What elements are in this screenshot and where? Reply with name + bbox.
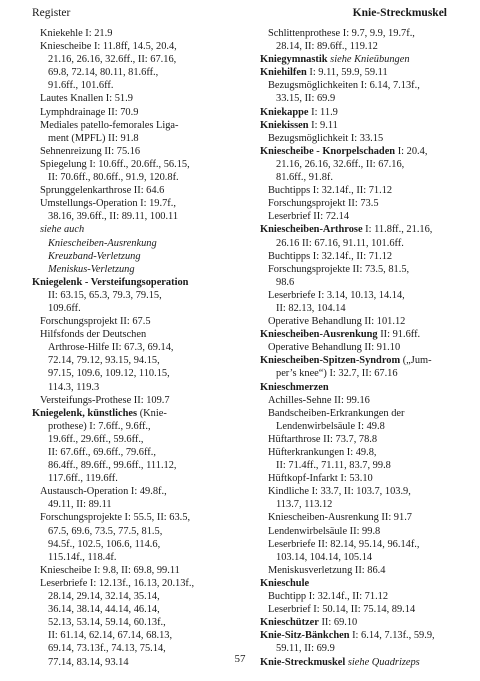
running-header-right: Knie-Streckmuskel — [352, 7, 447, 19]
entry-text: Operative Behandlung II: 91.10 — [268, 342, 401, 354]
index-entry-line — [32, 289, 247, 302]
cross-reference: siehe Knieübungen — [330, 54, 410, 66]
index-entry-line — [32, 106, 247, 119]
index-entry-line — [32, 603, 247, 616]
entry-text: 103.14, 104.14, 105.14 — [276, 551, 373, 563]
index-entry-line — [32, 420, 247, 433]
index-entry-line — [32, 53, 247, 66]
entry-text: II: 67.6ff., 69.6ff., 79.6ff., — [48, 447, 156, 458]
index-entry-heading — [260, 629, 455, 642]
entry-text: 86.4ff., 89.6ff., 99.6ff., 111.12, — [48, 460, 177, 472]
entry-text: Forschungsprojekt II: 73.5 — [268, 198, 379, 210]
index-entry-line — [260, 79, 455, 92]
index-entry-line — [260, 367, 455, 380]
entry-text: Kindliche I: 33.7, II: 103.7, 103.9, — [268, 486, 411, 498]
index-entry-line — [32, 564, 247, 577]
index-entry-line — [32, 354, 247, 367]
index-entry-line — [32, 158, 247, 171]
entry-text: 38.16, 39.6ff., II: 89.11, 100.11 — [48, 211, 179, 223]
cross-reference: Kniescheiben-Ausrenkung — [48, 237, 157, 249]
index-entry-line — [260, 289, 455, 302]
index-entry-line — [32, 315, 247, 328]
entry-text: Operative Behandlung II: 101.12 — [268, 316, 406, 328]
index-entry-line — [260, 551, 455, 564]
entry-text: per’s knee“) I: 32.7, II: 67.16 — [276, 368, 398, 380]
entry-term: Kniegelenk, künstliches — [32, 407, 138, 419]
index-entry-line — [260, 197, 455, 210]
index-entry-heading — [260, 577, 455, 590]
entry-text: 77.14, 83.14, 93.14 — [48, 656, 129, 668]
entry-text: Leserbrief II: 72.14 — [268, 211, 350, 223]
entry-term: Kniescheibe - Knorpelschaden — [260, 145, 396, 157]
index-entry-line — [32, 92, 247, 105]
entry-text: Buchtipps I: 32.14f., II: 71.12 — [268, 185, 393, 197]
entry-term: Kniehilfen — [260, 67, 307, 79]
entry-text: 109.6ff. — [48, 302, 81, 314]
index-entry-line — [260, 603, 455, 616]
index-entry-heading — [260, 106, 455, 119]
index-entry-line — [260, 446, 455, 459]
entry-text: Forschungsprojekte I: 55.5, II: 63.5, — [40, 512, 191, 524]
entry-text: 115.14f., 118.4f. — [48, 551, 117, 563]
entry-text: II: 71.4ff., 71.11, 83.7, 99.8 — [276, 460, 391, 472]
entry-text: Leserbrief I: 50.14, II: 75.14, 89.14 — [268, 604, 416, 616]
entry-text: 28.14, 29.14, 32.14, 35.14, — [48, 591, 160, 603]
index-entry-line — [260, 485, 455, 498]
entry-text: Hüftkopf-Infarkt I: 53.10 — [268, 473, 373, 485]
entry-text: („Jum- — [400, 355, 432, 367]
entry-text: II: 61.14, 62.14, 67.14, 68.13, — [48, 630, 173, 642]
entry-term: Knie-Streckmuskel — [260, 656, 346, 668]
entry-text: II: 63.15, 65.3, 79.3, 79.15, — [48, 289, 162, 301]
index-entry-line — [32, 551, 247, 564]
entry-text: Kniekehle I: 21.9 — [40, 28, 113, 39]
entry-term: Knieschmerzen — [260, 381, 329, 393]
index-entry-heading — [260, 66, 455, 79]
entry-term: Knieschule — [260, 577, 310, 589]
running-header-left: Register — [32, 7, 71, 19]
entry-text: Hüfterkrankungen I: 49.8, — [268, 447, 377, 458]
index-entry-line — [32, 433, 247, 446]
entry-text: Forschungsprojekt II: 67.5 — [40, 316, 151, 328]
index-entry-line — [260, 525, 455, 538]
index-entry-line — [260, 171, 455, 184]
entry-text: (Knie- — [137, 407, 167, 419]
entry-text: Umstellungs-Operation I: 19.7f., — [40, 198, 176, 210]
entry-text: 113.7, 113.12 — [276, 499, 333, 511]
entry-term: Knieschützer — [260, 617, 319, 629]
index-entry-heading — [260, 119, 455, 132]
index-entry-line — [260, 210, 455, 223]
index-entry-line — [260, 498, 455, 511]
entry-text: Bandscheiben-Erkrankungen der — [268, 407, 405, 419]
entry-text: Meniskusverletzung II: 86.4 — [268, 564, 386, 576]
index-entry-line — [260, 184, 455, 197]
entry-term: Kniescheiben-Spitzen-Syndrom — [260, 355, 401, 367]
index-entry-line — [32, 485, 247, 498]
entry-text: 59.11, II: 69.9 — [276, 643, 335, 655]
entry-text: Buchtipps I: 32.14f., II: 71.12 — [268, 250, 393, 262]
index-entry-line — [32, 590, 247, 603]
entry-text: 21.16, 26.16, 32.6ff., II: 67.16, — [276, 158, 405, 170]
entry-text: I: 11.8ff., 21.16, — [362, 224, 433, 236]
entry-text: Achilles-Sehne II: 99.16 — [268, 394, 370, 406]
index-entry-line — [32, 171, 247, 184]
index-entry-line — [32, 27, 247, 40]
cross-reference: Meniskus-Verletzung — [48, 263, 135, 275]
index-entry-line — [32, 616, 247, 629]
entry-text: Lymphdrainage II: 70.9 — [40, 106, 139, 118]
index-entry-heading — [260, 145, 455, 158]
entry-text: 26.16 II: 67.16, 91.11, 101.6ff. — [276, 237, 404, 249]
index-entry-line — [260, 250, 455, 263]
entry-text: 28.14, II: 89.6ff., 119.12 — [276, 41, 378, 53]
entry-text: 94.5f., 102.5, 106.6, 114.6, — [48, 538, 161, 550]
entry-text: II: 70.6ff., 80.6ff., 91.9, 120.8f. — [48, 172, 179, 184]
index-entry-line — [32, 145, 247, 158]
index-entry-line — [260, 511, 455, 524]
entry-text: Sprunggelenkarthrose II: 64.6 — [40, 185, 165, 197]
index-entry-line — [32, 119, 247, 132]
entry-text: I: 11.9 — [308, 106, 338, 118]
entry-text: 52.13, 53.14, 59.14, 60.13f., — [48, 617, 166, 629]
index-entry-line — [32, 263, 247, 276]
entry-term: Kniekissen — [260, 119, 309, 131]
entry-text: Leserbriefe I: 12.13f., 16.13, 20.13f., — [40, 577, 195, 589]
entry-term: Kniescheiben-Ausrenkung — [260, 329, 378, 341]
entry-text: I: 9.11 — [308, 119, 338, 131]
index-entry-line — [32, 629, 247, 642]
entry-text: 21.16, 26.16, 32.6ff., II: 67.16, — [48, 54, 177, 66]
entry-text: Mediales patello-femorales Liga- — [40, 119, 179, 131]
entry-text: Bezugsmöglichkeit I: 33.15 — [268, 132, 384, 144]
entry-text: II: 82.13, 104.14 — [276, 302, 346, 314]
index-entry-line — [32, 132, 247, 145]
index-entry-line — [260, 459, 455, 472]
entry-text: Hüftarthrose II: 73.7, 78.8 — [268, 433, 378, 445]
index-entry-line — [32, 210, 247, 223]
index-entry-heading — [32, 276, 247, 289]
entry-text: I: 20.4, — [395, 145, 428, 157]
cross-reference: Kreuzband-Verletzung — [48, 250, 141, 262]
entry-text: Schlittenprothese I: 9.7, 9.9, 19.7f., — [268, 28, 415, 39]
entry-text: 69.14, 73.13f., 74.13, 75.14, — [48, 643, 166, 655]
index-entry-line — [32, 79, 247, 92]
index-entry-line — [32, 394, 247, 407]
entry-term: Kniescheiben-Arthrose — [260, 224, 363, 236]
entry-text: 114.3, 119.3 — [48, 381, 100, 393]
index-entry-line — [260, 407, 455, 420]
index-entry-line — [32, 184, 247, 197]
cross-reference: siehe Quadrizeps — [347, 656, 420, 668]
entry-term: Knie-Sitz-Bänkchen — [260, 630, 350, 642]
entry-text: 49.11, II: 89.11 — [48, 499, 112, 511]
entry-text: Kniescheibe I: 9.8, II: 69.8, 99.11 — [40, 564, 180, 576]
index-entry-line — [260, 263, 455, 276]
entry-text: prothese) I: 7.6ff., 9.6ff., — [48, 420, 151, 432]
index-entry-line — [32, 472, 247, 485]
index-entry-line — [260, 237, 455, 250]
index-entry-line — [32, 498, 247, 511]
entry-text: 117.6ff., 119.6ff. — [48, 473, 118, 485]
index-entry-line — [32, 341, 247, 354]
page-number: 57 — [234, 653, 246, 665]
index-entry-line — [32, 511, 247, 524]
index-entry-line — [260, 433, 455, 446]
entry-text: Kniescheibe I: 11.8ff, 14.5, 20.4, — [40, 41, 177, 53]
index-entry-line — [32, 577, 247, 590]
index-entry-heading — [260, 381, 455, 394]
index-entry-line — [260, 590, 455, 603]
index-entry-line — [32, 237, 247, 250]
index-entry-line — [32, 381, 247, 394]
entry-text: 33.15, II: 69.9 — [276, 93, 336, 105]
index-entry-line — [260, 276, 455, 289]
entry-text: Forschungsprojekte II: 73.5, 81.5, — [268, 263, 410, 275]
index-entry-line — [260, 27, 455, 40]
index-entry-heading — [260, 616, 455, 629]
entry-text: Arthrose-Hilfe II: 67.3, 69.14, — [48, 342, 174, 354]
cross-reference: siehe auch — [40, 224, 85, 236]
index-entry-line — [260, 538, 455, 551]
index-entry-line — [32, 66, 247, 79]
entry-text: Bezugsmöglichkeiten I: 6.14, 7.13f., — [268, 80, 420, 92]
index-entry-line — [32, 197, 247, 210]
entry-text: 19.6ff., 29.6ff., 59.6ff., — [48, 433, 144, 445]
entry-text: Sehnenreizung II: 75.16 — [40, 145, 141, 157]
entry-text: Hilfsfonds der Deutschen — [40, 329, 147, 341]
entry-text: 91.6ff., 101.6ff. — [48, 80, 114, 92]
entry-text: Spiegelung I: 10.6ff., 20.6ff., 56.15, — [40, 158, 190, 170]
index-entry-line — [260, 302, 455, 315]
index-entry-line — [32, 367, 247, 380]
index-entry-line — [260, 40, 455, 53]
index-entry-line — [32, 250, 247, 263]
entry-text: Kniescheiben-Ausrenkung II: 91.7 — [268, 512, 412, 524]
entry-text: II: 91.6ff. — [377, 329, 421, 341]
entry-text: 36.14, 38.14, 44.14, 46.14, — [48, 604, 160, 616]
index-entry-heading — [260, 53, 455, 66]
index-entry-line — [260, 341, 455, 354]
entry-text: 72.14, 79.12, 93.15, 94.15, — [48, 355, 160, 367]
index-column-left — [32, 27, 247, 669]
entry-text: Lendenwirbelsäule II: 99.8 — [268, 525, 381, 537]
entry-text: ment (MPFL) II: 91.8 — [48, 132, 139, 144]
index-entry-line — [260, 92, 455, 105]
entry-text: 81.6ff., 91.8f. — [276, 172, 333, 184]
index-entry-heading — [260, 354, 455, 367]
index-entry-line — [32, 538, 247, 551]
index-entry-line — [32, 446, 247, 459]
index-entry-line — [32, 459, 247, 472]
index-entry-line — [32, 302, 247, 315]
index-entry-line — [32, 40, 247, 53]
entry-text: Leserbriefe II: 82.14, 95.14, 96.14f., — [268, 538, 420, 550]
entry-text: Leserbriefe I: 3.14, 10.13, 14.14, — [268, 289, 405, 301]
index-entry-line — [260, 132, 455, 145]
index-entry-heading — [32, 407, 247, 420]
index-entry-line — [260, 158, 455, 171]
entry-text: Austausch-Operation I: 49.8f., — [40, 486, 167, 498]
entry-term: Kniegelenk - Versteifungsoperation — [32, 276, 189, 288]
entry-text: Buchtipp I: 32.14f., II: 71.12 — [268, 591, 389, 603]
index-entry-line — [32, 223, 247, 236]
index-entry-line — [32, 525, 247, 538]
entry-text: 98.6 — [276, 276, 295, 288]
entry-text: 67.5, 69.6, 73.5, 77.5, 81.5, — [48, 525, 163, 537]
index-entry-heading — [260, 223, 455, 236]
entry-text: Lautes Knallen I: 51.9 — [40, 93, 133, 105]
entry-term: Kniegymnastik — [260, 54, 328, 66]
index-entry-line — [260, 564, 455, 577]
index-entry-line — [260, 315, 455, 328]
entry-text: 97.15, 109.6, 109.12, 110.15, — [48, 368, 170, 380]
entry-text: Versteifungs-Prothese II: 109.7 — [40, 394, 170, 406]
index-entry-line — [260, 394, 455, 407]
entry-text: I: 9.11, 59.9, 59.11 — [306, 67, 388, 79]
index-entry-heading — [260, 328, 455, 341]
entry-text: I: 6.14, 7.13f., 59.9, — [349, 630, 435, 642]
index-entry-line — [260, 420, 455, 433]
index-entry-line — [32, 328, 247, 341]
entry-text: Lendenwirbelsäule I: 49.8 — [276, 420, 385, 432]
index-column-right — [260, 27, 455, 669]
index-entry-line — [260, 472, 455, 485]
entry-term: Kniekappe — [260, 106, 309, 118]
entry-text: 69.8, 72.14, 80.11, 81.6ff., — [48, 67, 159, 79]
entry-text: II: 69.10 — [318, 617, 358, 629]
